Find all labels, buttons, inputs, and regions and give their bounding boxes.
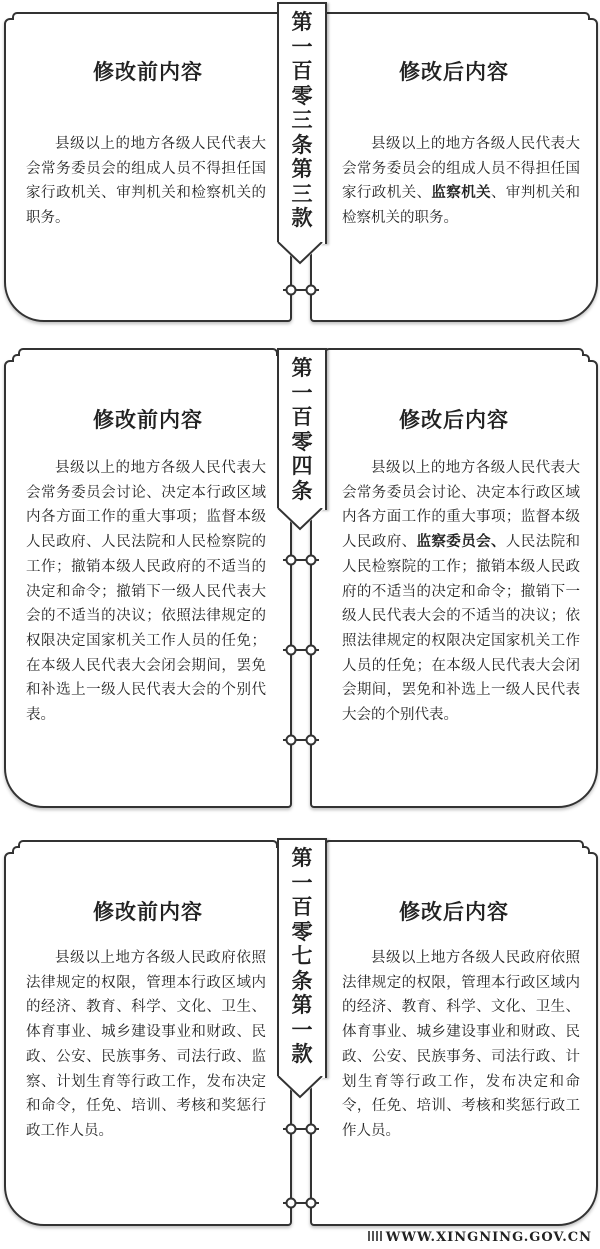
text-run: 县级以上的地方各级人民代表大会常务委员会的组成人员不得担任国家行政机关、审判机关和检察机关的职务。 (26, 136, 266, 227)
section-1-before-heading: 修改前内容 (93, 60, 203, 84)
text-run: 县级以上地方各级人民政府依照法律规定的权限，管理本行政区域内的经济、教育、科学、文化、卫生、体育事业、城乡建设事业和财政、民政、公安、民族事务、司法行政、计划生育等行政工作，发布决定和命令，任免、培训、考核和奖惩行政工作人员。 (342, 950, 580, 1139)
tab-char: 条 (291, 478, 313, 503)
site-url: WWW.XINGNING.GOV.CN (385, 1230, 592, 1245)
tab-char: 款 (291, 1042, 313, 1066)
section-2-after-heading: 修改后内容 (399, 408, 509, 432)
text-run: 人民法院和人民检察院的工作；撤销本级人民政府的不适当的决定和命令；撤销下一级人民代表大会的不适当的决议；依照法律规定的权限决定国家机关工作人员的任免；在本级人民代表大会闭会期间，罢免和补选上一级人民代表大会的个别代表。 (342, 534, 581, 724)
page-edge (18, 840, 278, 848)
tab-tail (277, 242, 323, 266)
highlighted-amendment: 监察委员会、 (416, 534, 506, 551)
section-1-after-body (342, 132, 580, 231)
page-edge (318, 12, 590, 20)
section-2-after-body (342, 456, 580, 728)
binder-ring-icon (281, 1122, 321, 1136)
site-watermark (368, 1230, 592, 1245)
section-3-before-body (26, 946, 266, 1144)
tab-char: 一 (291, 34, 313, 59)
section-2-article-tab (277, 348, 327, 510)
tab-char: 第 (291, 356, 313, 380)
page-edge (324, 348, 584, 356)
section-1-before-page (4, 18, 292, 322)
text-run: 县级以上的地方各级人民代表大会常务委员会讨论、决定本行政区域内各方面工作的重大事项；监督本级人民政府、人民法院和人民检察院的工作；撤销本级人民政府的不适当的决定和命令；撤销下一级人民代表大会的不适当的决议；依照法律规定的权限决定国家机关工作人员的任免；在本级人民代表大会闭会期间，罢免和补选上一级人民代表大会的个别代表。 (26, 460, 266, 724)
tab-char: 零 (291, 919, 313, 944)
tab-char: 第 (291, 993, 313, 1017)
section-3-article-label (279, 846, 325, 1067)
dots-icon (368, 1231, 382, 1241)
tab-char: 七 (291, 944, 313, 968)
tab-char: 第 (291, 157, 313, 181)
section-2-before-heading: 修改前内容 (93, 408, 203, 432)
text-run: 、审判机关和检察机关的职务。 (342, 185, 581, 227)
section-1-after-page (310, 18, 598, 322)
binder-ring-icon (281, 1196, 321, 1210)
section-3-before-heading: 修改前内容 (93, 900, 203, 924)
binder-ring-icon (281, 643, 321, 657)
tab-char: 零 (291, 429, 313, 454)
text-run: 县级以上的地方各级人民代表大会常务委员会的组成人员不得担任国家行政机关、 (342, 136, 580, 202)
tab-tail (277, 508, 323, 532)
section-3-article-tab (277, 838, 327, 1078)
tab-char: 条 (291, 132, 313, 157)
tab-char: 三 (291, 108, 313, 132)
section-1-before-body (26, 132, 266, 231)
tab-tail (277, 1076, 323, 1100)
tab-char: 百 (291, 405, 313, 429)
tab-char: 零 (291, 83, 313, 108)
section-2-after-page (310, 360, 598, 808)
text-run: 县级以上的地方各级人民代表大会常务委员会讨论、决定本行政区域内各方面工作的重大事项；监督本级人民政府、 (342, 460, 580, 551)
binder-ring-icon (281, 283, 321, 297)
tab-char: 一 (291, 1017, 313, 1042)
binder-ring-icon (281, 733, 321, 747)
tab-char: 三 (291, 181, 313, 206)
page-edge (324, 840, 584, 848)
section-3-after-page (310, 852, 598, 1226)
tab-char: 一 (291, 870, 313, 895)
section-1-after-heading: 修改后内容 (399, 60, 509, 84)
binder-ring-icon (281, 553, 321, 567)
section-3-after-body (342, 946, 580, 1144)
page-edge (12, 12, 284, 20)
section-1-article-tab (277, 2, 327, 244)
tab-char: 百 (291, 895, 313, 919)
tab-char: 一 (291, 380, 313, 405)
tab-char: 第 (291, 846, 313, 870)
tab-char: 条 (291, 968, 313, 993)
section-2-before-body (26, 456, 266, 728)
tab-char: 四 (291, 454, 313, 478)
section-2-before-page (4, 360, 292, 808)
section-3-after-heading: 修改后内容 (399, 900, 509, 924)
tab-char: 款 (291, 206, 313, 230)
section-2-article-label (279, 356, 325, 503)
section-3-before-page (4, 852, 292, 1226)
page-edge (18, 348, 278, 356)
text-run: 县级以上地方各级人民政府依照法律规定的权限，管理本行政区域内的经济、教育、科学、文化、卫生、体育事业、城乡建设事业和财政、民政、公安、民族事务、司法行政、监察、计划生育等行政工作，发布决定和命令，任免、培训、考核和奖惩行政工作人员。 (26, 950, 266, 1139)
tab-char: 第 (291, 10, 313, 34)
section-1-article-label (279, 10, 325, 231)
highlighted-amendment: 监察机关 (431, 185, 492, 202)
tab-char: 百 (291, 59, 313, 83)
